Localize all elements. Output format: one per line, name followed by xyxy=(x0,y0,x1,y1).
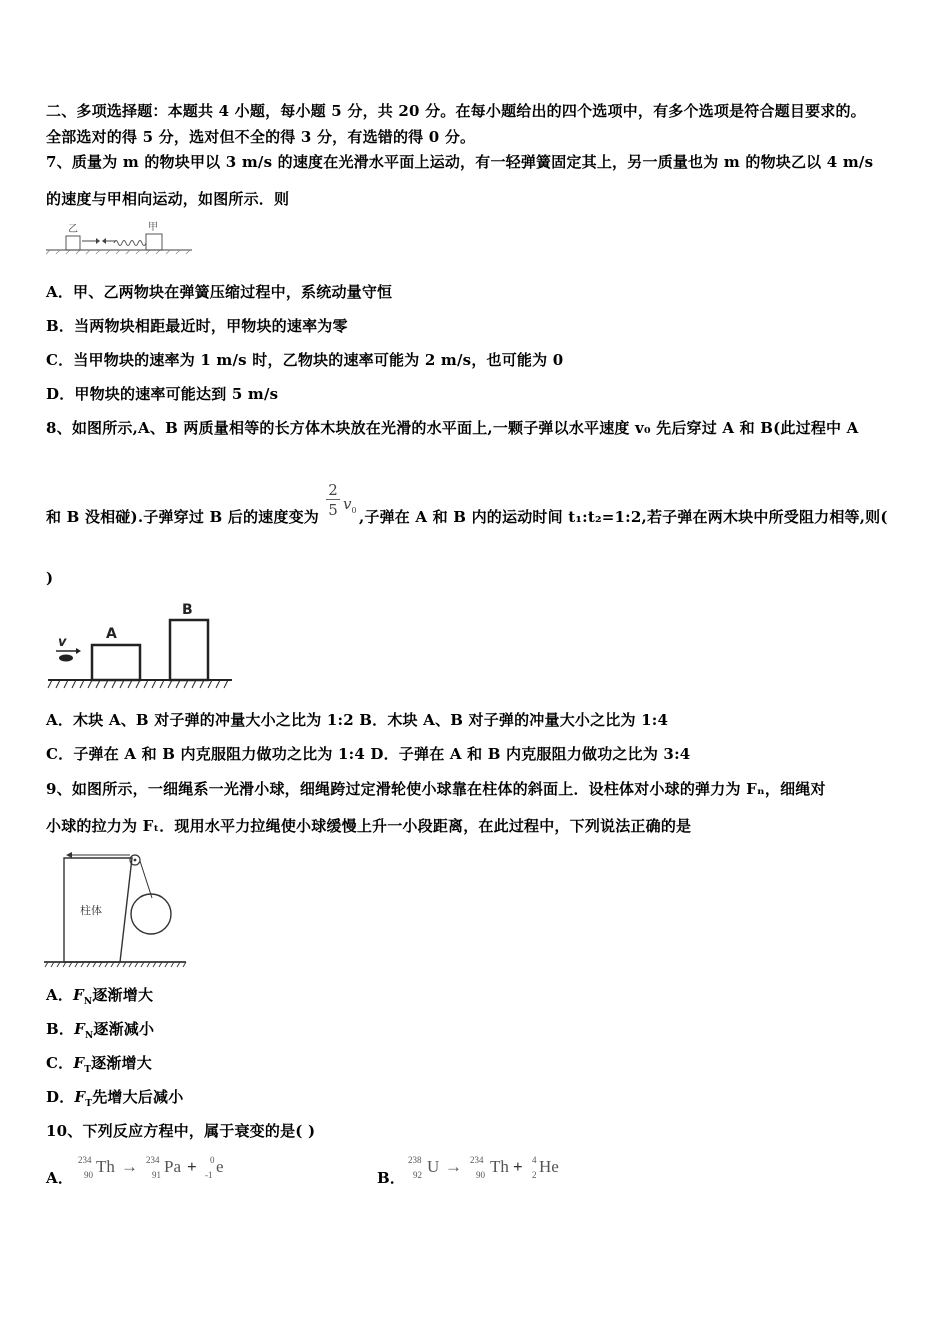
q8-stem-line2 xyxy=(46,507,888,527)
q10-option-a-letter: A． xyxy=(46,1169,74,1187)
q9-ball xyxy=(131,894,171,934)
q10-option-b-equation: 238 92 U → 234 90 Th + 4 2 He xyxy=(408,1155,559,1180)
q9-label-column: 柱体 xyxy=(80,904,102,917)
q8-fraction-subscript: 0 xyxy=(351,506,357,515)
q8-block-a xyxy=(92,645,140,680)
section-header-line2: 全部选对的得 5 分，选对但不全的得 3 分，有选错的得 0 分。 xyxy=(46,128,476,146)
q8-stem-line2-pre: 和 B 没相碰).子弹穿过 B 后的速度变为 xyxy=(46,508,319,526)
q8-options-row2: C．子弹在 A 和 B 内克服阻力做功之比为 1:4 D．子弹在 A 和 B 内克服阻力做功之比为 3:4 xyxy=(46,745,691,763)
q7-figure xyxy=(46,220,194,256)
q8-label-b: B xyxy=(182,602,193,618)
q7-stem-line2: 的速度与甲相向运动，如图所示．则 xyxy=(46,190,290,208)
q9-stem-line2: 小球的拉力为 Fₜ．现用水平力拉绳使小球缓慢上升一小段距离，在此过程中，下列说法正确的是 xyxy=(46,817,692,835)
q8-fraction-denominator: 5 xyxy=(328,501,338,519)
q10-stem: 10、下列反应方程中，属于衰变的是( ) xyxy=(46,1122,316,1140)
q7-label-yi: 乙 xyxy=(68,224,78,235)
q8-stem-line2-post: ,子弹在 A 和 B 内的运动时间 t₁:t₂=1:2,若子弹在两木块中所受阻力相等,则( xyxy=(358,508,888,526)
q7-option-a: A．甲、乙两物块在弹簧压缩过程中，系统动量守恒 xyxy=(46,283,393,301)
q7-stem-line1: 7、质量为 m 的物块甲以 3 m/s 的速度在光滑水平面上运动，有一轻弹簧固定其上，另一质量也为 m 的物块乙以 4 m/s xyxy=(46,153,874,171)
q7-label-jia: 甲 xyxy=(148,222,158,233)
q7-option-c: C．当甲物块的速率为 1 m/s 时，乙物块的速率可能为 2 m/s，也可能为 0 xyxy=(46,351,564,369)
q7-option-d: D．甲物块的速率可能达到 5 m/s xyxy=(46,385,279,403)
q10-option-a-equation: 234 90 Th → 234 91 Pa + 0 -1 e xyxy=(78,1155,224,1180)
q8-fraction-variable: $v_0$ xyxy=(343,495,357,515)
q7-spring xyxy=(114,241,146,246)
section-header-line1: 二、多项选择题：本题共 4 小题，每小题 5 分，共 20 分。在每小题给出的四个选项中，有多个选项是符合题目要求的。 xyxy=(46,102,866,120)
q9-rope-to-ball xyxy=(140,861,152,898)
q8-label-v: v xyxy=(58,635,67,650)
q9-option-b: B．$F_N$逐渐减小 xyxy=(46,1020,155,1041)
q8-stem-line1: 8、如图所示,A、B 两质量相等的长方体木块放在光滑的水平面上,一颗子弹以水平速度 v₀ 先后穿过 A 和 B(此过程中 A xyxy=(46,419,859,437)
q8-fraction xyxy=(326,481,340,520)
q8-figure xyxy=(46,598,236,692)
q9-option-a: A．$F_N$逐渐增大 xyxy=(46,986,154,1007)
q8-fraction-numerator: 2 xyxy=(328,481,338,499)
q9-pull-arrow xyxy=(66,852,72,858)
q8-label-a: A xyxy=(106,626,117,642)
q10-option-b-letter: B． xyxy=(377,1169,406,1187)
q7-option-b: B．当两物块相距最近时，甲物块的速率为零 xyxy=(46,317,348,335)
q9-option-c: C．$F_T$逐渐增大 xyxy=(46,1054,152,1075)
q8-bullet xyxy=(59,655,73,662)
q9-figure xyxy=(44,846,190,970)
q8-block-b xyxy=(170,620,208,680)
q8-options-row1: A．木块 A、B 对子弹的冲量大小之比为 1:2 B．木块 A、B 对子弹的冲量大小之比为 1:4 xyxy=(46,711,669,729)
q9-stem-line1: 9、如图所示，一细绳系一光滑小球，细绳跨过定滑轮使小球靠在柱体的斜面上．设柱体对小球的弹力为 Fₙ，细绳对 xyxy=(46,780,826,798)
q9-option-d: D．$F_T$先增大后减小 xyxy=(46,1088,184,1109)
q7-block-yi xyxy=(66,236,80,250)
q8-stem-line3: ) xyxy=(46,569,54,587)
q7-block-jia xyxy=(146,234,162,250)
